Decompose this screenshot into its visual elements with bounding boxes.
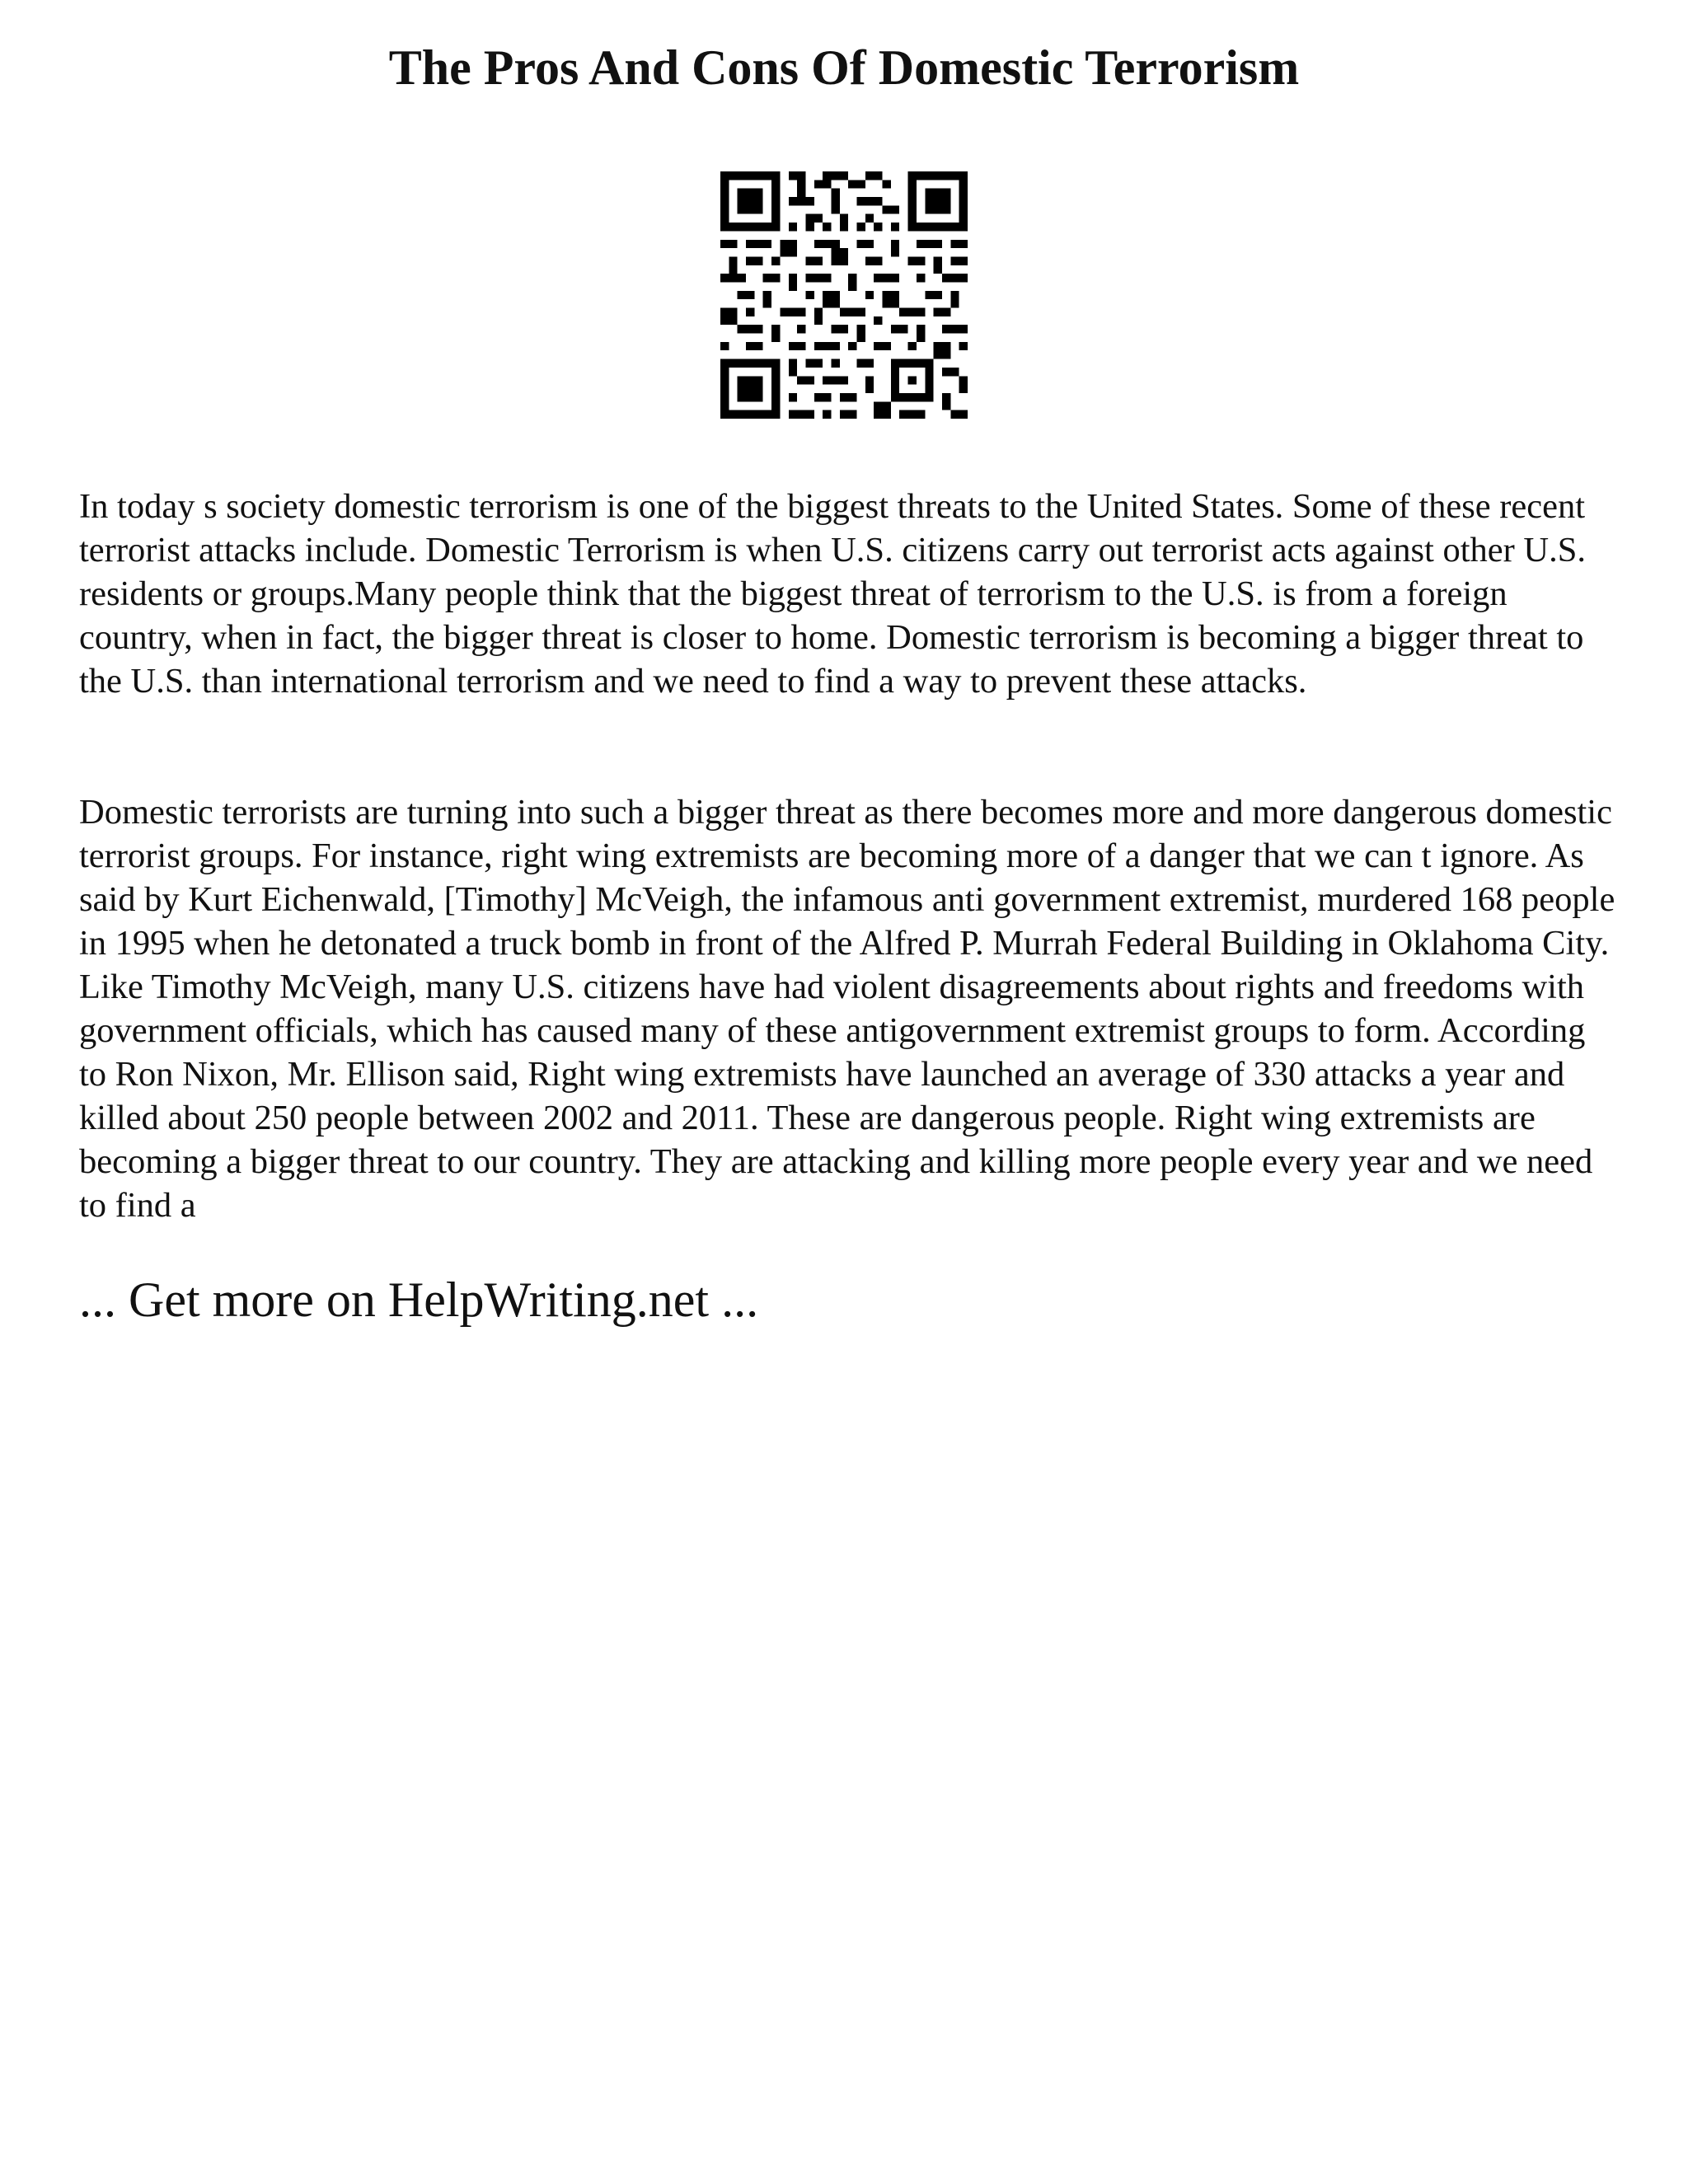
qr-code-icon [720, 171, 968, 419]
body-paragraph-2: Domestic terrorists are turning into such a bigger threat as there becomes more and more dangerous domestic terrorist groups. For instance, right wing extremists are becoming more of a danger that we can t ignore. As said by Kurt Eichenwald, [Timothy] McVeigh, the infamous anti government extremist, murdered 168 people in 1995 when he detonated a truck bomb in front of the Alfred P. Murrah Federal Building in Oklahoma City. Like Timothy McVeigh, many U.S. citizens have had violent disagreements about rights and freedoms with government officials, which has caused many of these antigovernment extremist groups to form. According to Ron Nixon, Mr. Ellison said, Right wing extremists have launched an average of 330 attacks a year and killed about 250 people between 2002 and 2011. These are dangerous people. Right wing extremists are becoming a bigger threat to our country. They are attacking and killing more people every year and we need to find a [79, 793, 1615, 1225]
body-paragraph-1: In today s society domestic terrorism is one of the biggest threats to the United States. Some of these recent terrorist attacks include. Domestic Terrorism is when U.S. citizens carry out terrorist acts against other U.S. residents or groups.Many people think that the biggest threat of terrorism to the U.S. is from a foreign country, when in fact, the bigger threat is closer to home. Domestic terrorism is becoming a bigger threat to the U.S. than international terrorism and we need to find a way to prevent these attacks. [79, 487, 1586, 701]
get-more-link[interactable]: ... Get more on HelpWriting.net ... [79, 1272, 759, 1327]
document-title: The Pros And Cons Of Domestic Terrorism [388, 40, 1300, 95]
